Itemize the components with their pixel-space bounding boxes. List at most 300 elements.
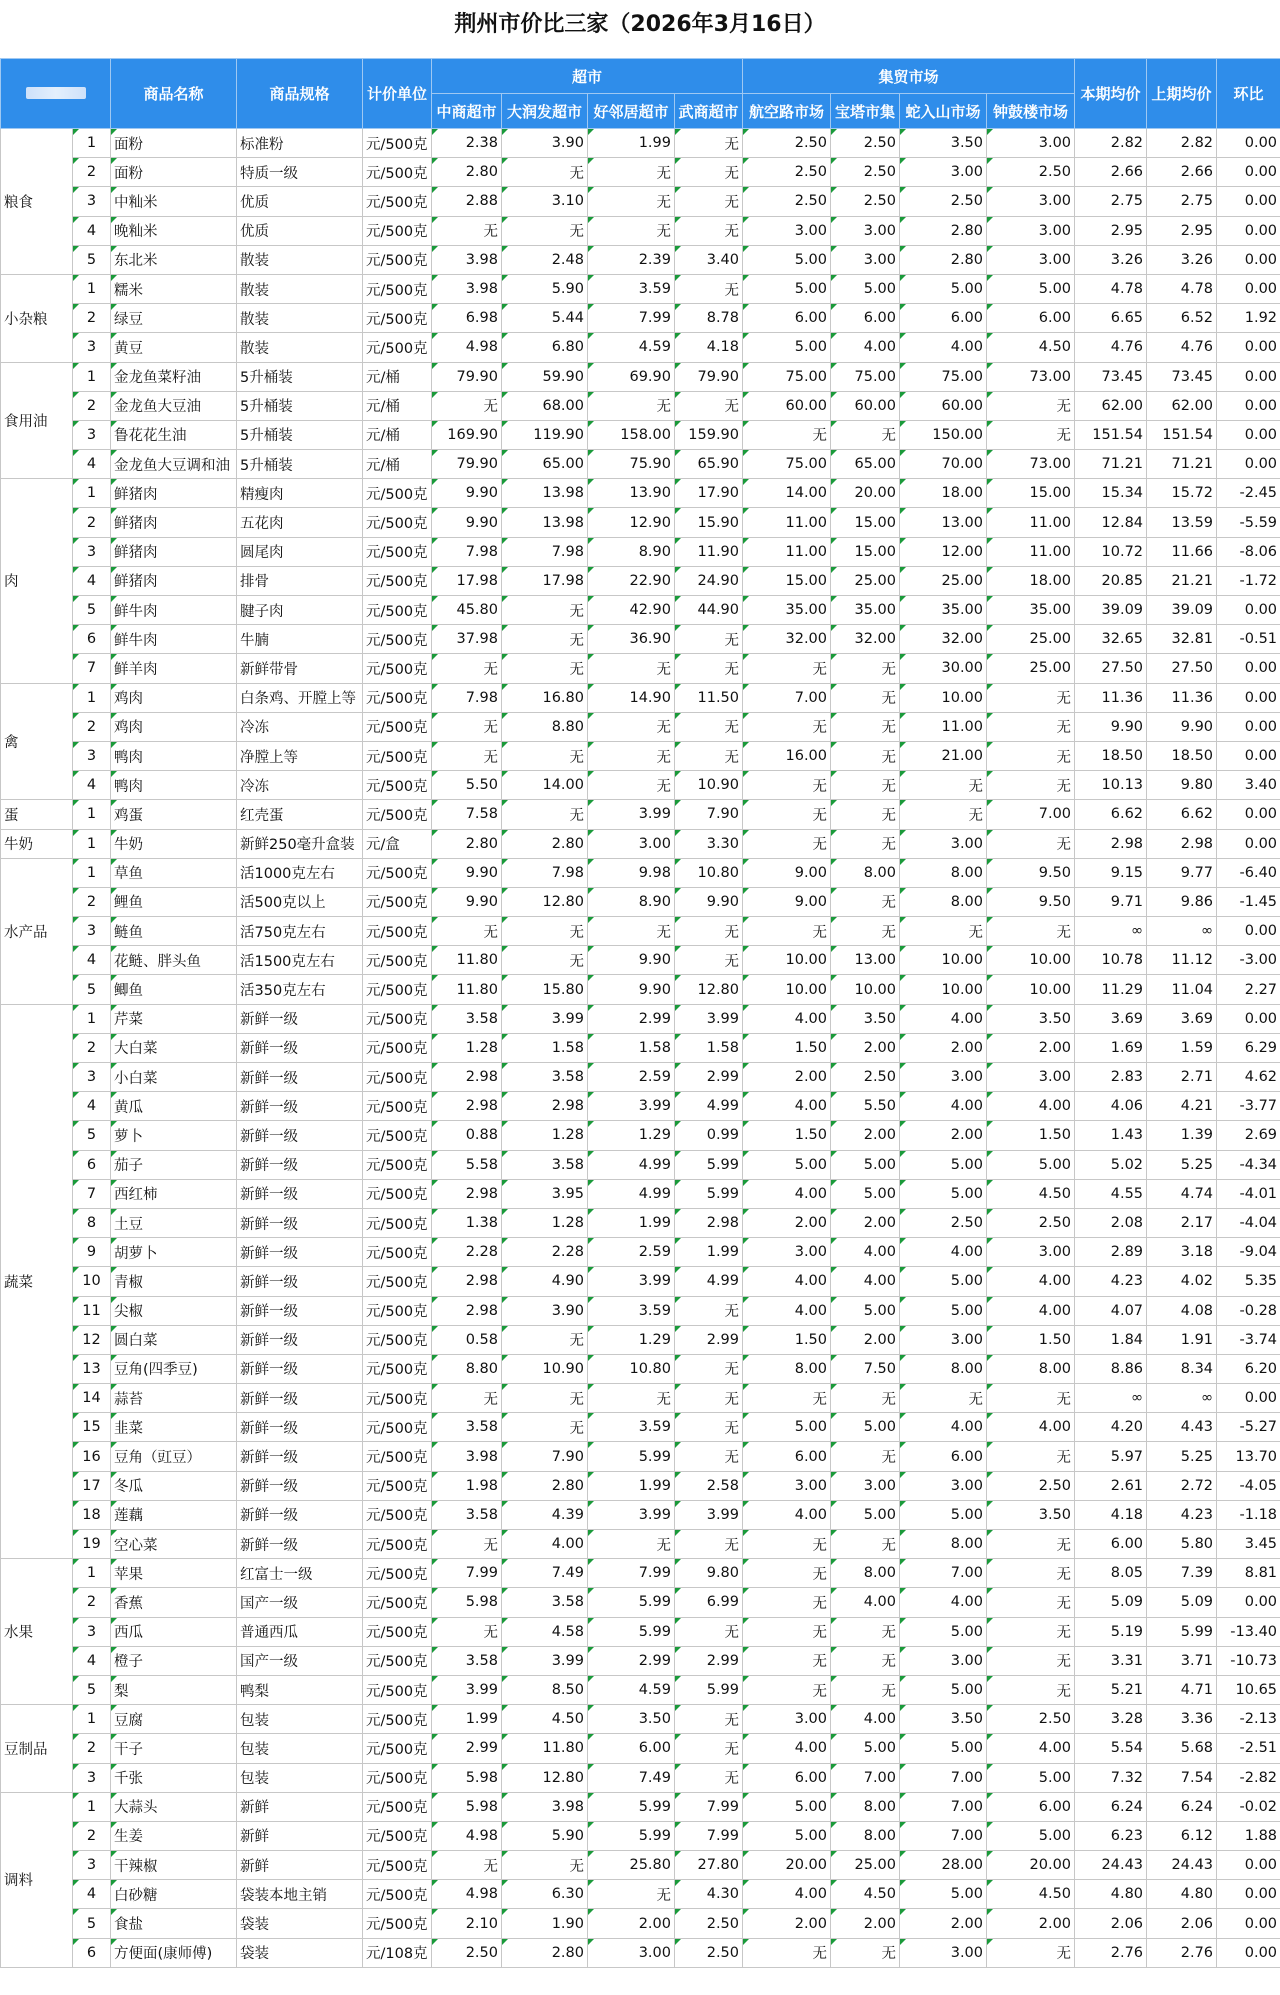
price-cell: 无 xyxy=(987,741,1075,770)
index-cell: 1 xyxy=(73,829,111,858)
spec-cell: 新鲜一级 xyxy=(237,1296,363,1325)
price-cell: 3.58 xyxy=(432,1646,502,1675)
price-cell: 5.00 xyxy=(831,1296,900,1325)
index-cell: 5 xyxy=(73,245,111,274)
price-cell: 无 xyxy=(743,654,831,683)
unit-cell: 元/500克 xyxy=(363,1384,432,1413)
price-cell: 7.98 xyxy=(432,683,502,712)
price-cell: 无 xyxy=(900,800,987,829)
price-cell: 3.00 xyxy=(588,829,675,858)
price-cell: 无 xyxy=(502,946,588,975)
unit-cell: 元/500克 xyxy=(363,129,432,158)
price-cell: 无 xyxy=(502,917,588,946)
price-cell: 3.99 xyxy=(502,1646,588,1675)
price-cell: 75.00 xyxy=(743,362,831,391)
price-cell: 无 xyxy=(900,771,987,800)
price-cell: 无 xyxy=(675,187,743,216)
price-cell: 无 xyxy=(675,1296,743,1325)
spec-cell: 排骨 xyxy=(237,566,363,595)
spec-cell: 圆尾肉 xyxy=(237,537,363,566)
price-cell: 无 xyxy=(432,654,502,683)
spec-cell: 5升桶装 xyxy=(237,450,363,479)
index-cell: 12 xyxy=(73,1325,111,1354)
price-cell: 5.00 xyxy=(900,1500,987,1529)
price-cell: 3.00 xyxy=(743,1705,831,1734)
index-cell: 1 xyxy=(73,1004,111,1033)
unit-cell: 元/桶 xyxy=(363,391,432,420)
price-cell: 11.80 xyxy=(432,975,502,1004)
product-name-cell: 生姜 xyxy=(111,1821,237,1850)
price-cell: 无 xyxy=(831,1646,900,1675)
price-cell: 无 xyxy=(675,274,743,303)
ratio-cell: 0.00 xyxy=(1217,187,1280,216)
price-cell: 2.50 xyxy=(743,158,831,187)
price-cell: 5.00 xyxy=(900,274,987,303)
price-cell: 无 xyxy=(432,1851,502,1880)
spec-cell: 散装 xyxy=(237,304,363,333)
price-cell: 5.99 xyxy=(675,1179,743,1208)
current-avg-cell: 5.54 xyxy=(1075,1734,1147,1763)
price-cell: 无 xyxy=(675,216,743,245)
previous-avg-cell: ∞ xyxy=(1147,1384,1217,1413)
previous-avg-cell: 3.26 xyxy=(1147,245,1217,274)
price-cell: 5.99 xyxy=(675,1675,743,1704)
price-cell: 5.50 xyxy=(831,1092,900,1121)
price-cell: 11.90 xyxy=(675,537,743,566)
price-cell: 4.98 xyxy=(432,1821,502,1850)
product-name-cell: 土豆 xyxy=(111,1208,237,1237)
ratio-cell: -1.18 xyxy=(1217,1500,1280,1529)
category-cell: 水果 xyxy=(1,1559,73,1705)
price-cell: 2.99 xyxy=(432,1734,502,1763)
price-cell: 4.00 xyxy=(743,1179,831,1208)
spec-cell: 散装 xyxy=(237,333,363,362)
price-cell: 8.50 xyxy=(502,1675,588,1704)
spec-cell: 袋装 xyxy=(237,1938,363,1967)
index-cell: 2 xyxy=(73,1033,111,1062)
spec-cell: 新鲜一级 xyxy=(237,1121,363,1150)
price-cell: 1.99 xyxy=(588,1208,675,1237)
current-avg-cell: 4.23 xyxy=(1075,1267,1147,1296)
ratio-cell: 0.00 xyxy=(1217,1851,1280,1880)
price-cell: 4.00 xyxy=(743,1734,831,1763)
price-cell: 5.00 xyxy=(743,333,831,362)
spec-cell: 包装 xyxy=(237,1763,363,1792)
price-cell: 10.00 xyxy=(900,946,987,975)
current-avg-cell: 27.50 xyxy=(1075,654,1147,683)
table-row xyxy=(1,1675,1280,1704)
table-row xyxy=(1,362,1280,391)
price-cell: 无 xyxy=(831,1938,900,1967)
price-cell: 5.98 xyxy=(432,1792,502,1821)
current-avg-cell: 6.65 xyxy=(1075,304,1147,333)
price-cell: 3.00 xyxy=(831,216,900,245)
product-name-cell: 金龙鱼大豆油 xyxy=(111,391,237,420)
spec-cell: 新鲜一级 xyxy=(237,1033,363,1062)
price-cell: 2.98 xyxy=(432,1092,502,1121)
spec-cell: 袋装 xyxy=(237,1909,363,1938)
index-cell: 6 xyxy=(73,625,111,654)
price-cell: 13.98 xyxy=(502,479,588,508)
ratio-cell: -4.04 xyxy=(1217,1208,1280,1237)
price-cell: 9.90 xyxy=(432,858,502,887)
product-name-cell: 苹果 xyxy=(111,1559,237,1588)
price-cell: 2.50 xyxy=(987,1705,1075,1734)
price-cell: 3.58 xyxy=(432,1004,502,1033)
unit-cell: 元/500克 xyxy=(363,1559,432,1588)
spec-cell: 新鲜一级 xyxy=(237,1208,363,1237)
product-name-cell: 面粉 xyxy=(111,129,237,158)
price-cell: 2.00 xyxy=(831,1208,900,1237)
price-cell: 30.00 xyxy=(900,654,987,683)
current-avg-cell: 1.69 xyxy=(1075,1033,1147,1062)
price-cell: 6.00 xyxy=(900,1442,987,1471)
previous-avg-cell: 2.17 xyxy=(1147,1208,1217,1237)
price-cell: 4.90 xyxy=(502,1267,588,1296)
product-name-cell: 芹菜 xyxy=(111,1004,237,1033)
previous-avg-cell: 11.04 xyxy=(1147,975,1217,1004)
current-avg-cell: 3.31 xyxy=(1075,1646,1147,1675)
ratio-cell: 0.00 xyxy=(1217,420,1280,449)
ratio-cell: 0.00 xyxy=(1217,450,1280,479)
index-cell: 3 xyxy=(73,917,111,946)
product-name-cell: 中籼米 xyxy=(111,187,237,216)
price-cell: 无 xyxy=(588,1530,675,1559)
store-header: 好邻居超市 xyxy=(588,94,675,129)
index-cell: 1 xyxy=(73,1705,111,1734)
price-cell: 13.00 xyxy=(831,946,900,975)
spec-cell: 5升桶装 xyxy=(237,362,363,391)
table-header xyxy=(1,59,1280,129)
price-cell: 2.50 xyxy=(987,1471,1075,1500)
table-row xyxy=(1,1559,1280,1588)
ratio-cell: -3.74 xyxy=(1217,1325,1280,1354)
unit-cell: 元/500克 xyxy=(363,1442,432,1471)
price-cell: 18.00 xyxy=(900,479,987,508)
price-cell: 4.00 xyxy=(831,333,900,362)
unit-cell: 元/500克 xyxy=(363,537,432,566)
current-avg-cell: 9.71 xyxy=(1075,887,1147,916)
table-row xyxy=(1,420,1280,449)
price-cell: 8.90 xyxy=(588,887,675,916)
price-cell: 无 xyxy=(432,712,502,741)
price-cell: 73.00 xyxy=(987,362,1075,391)
price-cell: 4.30 xyxy=(675,1880,743,1909)
previous-avg-cell: 4.78 xyxy=(1147,274,1217,303)
previous-avg-cell: 151.54 xyxy=(1147,420,1217,449)
price-cell: 1.50 xyxy=(743,1121,831,1150)
price-cell: 9.90 xyxy=(432,887,502,916)
price-cell: 无 xyxy=(831,1384,900,1413)
spec-cell: 5升桶装 xyxy=(237,420,363,449)
table-row xyxy=(1,333,1280,362)
current-avg-cell: 6.23 xyxy=(1075,1821,1147,1850)
spec-cell: 新鲜一级 xyxy=(237,1004,363,1033)
spec-cell: 冷冻 xyxy=(237,771,363,800)
product-name-cell: 鲢鱼 xyxy=(111,917,237,946)
current-avg-cell: 2.08 xyxy=(1075,1208,1147,1237)
previous-avg-cell: 32.81 xyxy=(1147,625,1217,654)
price-cell: 4.50 xyxy=(987,1179,1075,1208)
price-cell: 无 xyxy=(588,391,675,420)
price-cell: 无 xyxy=(743,1938,831,1967)
price-cell: 无 xyxy=(502,741,588,770)
product-name-cell: 鲜牛肉 xyxy=(111,596,237,625)
price-cell: 13.00 xyxy=(900,508,987,537)
price-cell: 5.00 xyxy=(831,1500,900,1529)
price-cell: 4.59 xyxy=(588,1675,675,1704)
price-cell: 6.00 xyxy=(743,304,831,333)
spec-cell: 新鲜一级 xyxy=(237,1500,363,1529)
product-name-cell: 鸭肉 xyxy=(111,741,237,770)
table-row xyxy=(1,479,1280,508)
table-row xyxy=(1,1354,1280,1383)
previous-avg-cell: 2.76 xyxy=(1147,1938,1217,1967)
table-row xyxy=(1,274,1280,303)
price-cell: 无 xyxy=(675,1763,743,1792)
index-cell: 3 xyxy=(73,741,111,770)
spec-cell: 新鲜 xyxy=(237,1851,363,1880)
store-header: 中商超市 xyxy=(432,94,502,129)
price-cell: 2.80 xyxy=(900,245,987,274)
price-cell: 10.00 xyxy=(987,975,1075,1004)
ratio-cell: 0.00 xyxy=(1217,917,1280,946)
index-cell: 3 xyxy=(73,1763,111,1792)
product-name-cell: 千张 xyxy=(111,1763,237,1792)
price-cell: 无 xyxy=(831,1617,900,1646)
price-cell: 6.00 xyxy=(987,1792,1075,1821)
current-avg-cell: 5.21 xyxy=(1075,1675,1147,1704)
price-cell: 无 xyxy=(831,712,900,741)
spec-cell: 新鲜一级 xyxy=(237,1384,363,1413)
table-row xyxy=(1,1500,1280,1529)
price-cell: 无 xyxy=(743,1559,831,1588)
price-cell: 159.90 xyxy=(675,420,743,449)
price-cell: 0.88 xyxy=(432,1121,502,1150)
price-cell: 4.00 xyxy=(743,1296,831,1325)
price-cell: 3.98 xyxy=(502,1792,588,1821)
table-row xyxy=(1,1121,1280,1150)
previous-avg-cell: 18.50 xyxy=(1147,741,1217,770)
price-cell: 2.00 xyxy=(900,1909,987,1938)
price-cell: 4.00 xyxy=(900,1092,987,1121)
price-cell: 119.90 xyxy=(502,420,588,449)
price-cell: 无 xyxy=(831,1530,900,1559)
price-cell: 5.99 xyxy=(588,1792,675,1821)
previous-avg-cell: 4.43 xyxy=(1147,1413,1217,1442)
unit-cell: 元/500克 xyxy=(363,158,432,187)
price-cell: 5.99 xyxy=(675,1150,743,1179)
table-row xyxy=(1,1238,1280,1267)
current-avg-cell: 73.45 xyxy=(1075,362,1147,391)
price-cell: 5.00 xyxy=(831,1150,900,1179)
index-cell: 2 xyxy=(73,1734,111,1763)
ratio-cell: 0.00 xyxy=(1217,712,1280,741)
price-cell: 3.00 xyxy=(900,1938,987,1967)
price-cell: 2.98 xyxy=(432,1267,502,1296)
price-cell: 7.98 xyxy=(502,537,588,566)
price-cell: 无 xyxy=(987,1675,1075,1704)
ratio-cell: 1.88 xyxy=(1217,1821,1280,1850)
table-row xyxy=(1,1325,1280,1354)
table-row xyxy=(1,450,1280,479)
spec-cell: 活500克以上 xyxy=(237,887,363,916)
price-cell: 8.00 xyxy=(987,1354,1075,1383)
unit-cell: 元/500克 xyxy=(363,333,432,362)
index-cell: 1 xyxy=(73,800,111,829)
previous-avg-cell: 9.90 xyxy=(1147,712,1217,741)
ratio-cell: 0.00 xyxy=(1217,1938,1280,1967)
table-row xyxy=(1,245,1280,274)
price-cell: 3.50 xyxy=(900,129,987,158)
col-previous-avg-header: 上期均价 xyxy=(1147,59,1217,129)
price-cell: 7.90 xyxy=(675,800,743,829)
ratio-cell: -6.40 xyxy=(1217,858,1280,887)
price-cell: 无 xyxy=(432,1617,502,1646)
price-cell: 2.00 xyxy=(900,1033,987,1062)
price-cell: 4.98 xyxy=(432,1880,502,1909)
product-name-cell: 东北米 xyxy=(111,245,237,274)
price-cell: 无 xyxy=(675,625,743,654)
price-cell: 无 xyxy=(502,158,588,187)
spec-cell: 新鲜一级 xyxy=(237,1530,363,1559)
price-cell: 6.00 xyxy=(900,304,987,333)
price-cell: 25.00 xyxy=(831,1851,900,1880)
ratio-cell: -5.59 xyxy=(1217,508,1280,537)
table-row xyxy=(1,1909,1280,1938)
unit-cell: 元/500克 xyxy=(363,596,432,625)
current-avg-cell: 39.09 xyxy=(1075,596,1147,625)
price-cell: 32.00 xyxy=(900,625,987,654)
unit-cell: 元/500克 xyxy=(363,1033,432,1062)
product-name-cell: 尖椒 xyxy=(111,1296,237,1325)
col-current-avg-header: 本期均价 xyxy=(1075,59,1147,129)
unit-cell: 元/500克 xyxy=(363,1646,432,1675)
index-cell: 6 xyxy=(73,1150,111,1179)
table-row xyxy=(1,1004,1280,1033)
price-cell: 10.00 xyxy=(743,946,831,975)
index-cell: 16 xyxy=(73,1442,111,1471)
price-cell: 2.58 xyxy=(675,1471,743,1500)
price-cell: 79.90 xyxy=(432,450,502,479)
price-cell: 2.98 xyxy=(675,1208,743,1237)
current-avg-cell: 10.13 xyxy=(1075,771,1147,800)
price-cell: 15.90 xyxy=(675,508,743,537)
price-cell: 8.00 xyxy=(900,858,987,887)
current-avg-cell: 6.24 xyxy=(1075,1792,1147,1821)
unit-cell: 元/500克 xyxy=(363,216,432,245)
ratio-cell: -3.77 xyxy=(1217,1092,1280,1121)
previous-avg-cell: 2.06 xyxy=(1147,1909,1217,1938)
ratio-cell: 0.00 xyxy=(1217,683,1280,712)
index-cell: 1 xyxy=(73,858,111,887)
price-cell: 2.00 xyxy=(743,1909,831,1938)
price-cell: 7.00 xyxy=(900,1792,987,1821)
price-cell: 11.00 xyxy=(987,508,1075,537)
ratio-cell: 0.00 xyxy=(1217,800,1280,829)
index-cell: 4 xyxy=(73,1646,111,1675)
unit-cell: 元/500克 xyxy=(363,887,432,916)
index-cell: 3 xyxy=(73,1851,111,1880)
ratio-cell: -0.51 xyxy=(1217,625,1280,654)
ratio-cell: 13.70 xyxy=(1217,1442,1280,1471)
col-ratio-header: 环比 xyxy=(1217,59,1280,129)
table-row xyxy=(1,1150,1280,1179)
price-cell: 12.80 xyxy=(502,887,588,916)
table-row xyxy=(1,800,1280,829)
price-cell: 150.00 xyxy=(900,420,987,449)
ratio-cell: 8.81 xyxy=(1217,1559,1280,1588)
table-row xyxy=(1,537,1280,566)
unit-cell: 元/500克 xyxy=(363,1004,432,1033)
price-cell: 无 xyxy=(675,1705,743,1734)
current-avg-cell: 4.78 xyxy=(1075,274,1147,303)
price-cell: 6.80 xyxy=(502,333,588,362)
price-cell: 5.00 xyxy=(743,1150,831,1179)
price-cell: 4.00 xyxy=(831,1588,900,1617)
price-cell: 35.00 xyxy=(900,596,987,625)
table-row xyxy=(1,887,1280,916)
previous-avg-cell: 24.43 xyxy=(1147,1851,1217,1880)
index-cell: 17 xyxy=(73,1471,111,1500)
unit-cell: 元/500克 xyxy=(363,479,432,508)
price-cell: 3.59 xyxy=(588,1413,675,1442)
price-cell: 7.99 xyxy=(432,1559,502,1588)
price-cell: 2.50 xyxy=(743,187,831,216)
price-cell: 9.90 xyxy=(432,479,502,508)
unit-cell: 元/500克 xyxy=(363,1851,432,1880)
ratio-cell: 1.92 xyxy=(1217,304,1280,333)
unit-cell: 元/500克 xyxy=(363,1471,432,1500)
product-name-cell: 茄子 xyxy=(111,1150,237,1179)
price-cell: 4.00 xyxy=(743,1500,831,1529)
index-cell: 4 xyxy=(73,1092,111,1121)
price-cell: 无 xyxy=(675,1530,743,1559)
spec-cell: 鸭梨 xyxy=(237,1675,363,1704)
price-cell: 11.80 xyxy=(502,1734,588,1763)
price-cell: 4.99 xyxy=(588,1179,675,1208)
table-row xyxy=(1,917,1280,946)
price-cell: 7.49 xyxy=(502,1559,588,1588)
price-cell: 42.90 xyxy=(588,596,675,625)
spec-cell: 新鲜 xyxy=(237,1792,363,1821)
price-cell: 1.99 xyxy=(588,1471,675,1500)
ratio-cell: 0.00 xyxy=(1217,1004,1280,1033)
price-cell: 7.98 xyxy=(502,858,588,887)
price-cell: 32.00 xyxy=(743,625,831,654)
ratio-cell: 0.00 xyxy=(1217,129,1280,158)
table-row xyxy=(1,1267,1280,1296)
price-cell: 9.00 xyxy=(743,858,831,887)
price-cell: 28.00 xyxy=(900,1851,987,1880)
product-name-cell: 豆腐 xyxy=(111,1705,237,1734)
product-name-cell: 干子 xyxy=(111,1734,237,1763)
price-cell: 10.90 xyxy=(502,1354,588,1383)
price-cell: 9.50 xyxy=(987,887,1075,916)
table-row xyxy=(1,596,1280,625)
table-row xyxy=(1,946,1280,975)
category-cell: 调料 xyxy=(1,1792,73,1967)
previous-avg-cell: 4.02 xyxy=(1147,1267,1217,1296)
price-cell: 3.00 xyxy=(987,216,1075,245)
price-cell: 70.00 xyxy=(900,450,987,479)
current-avg-cell: 24.43 xyxy=(1075,1851,1147,1880)
product-name-cell: 大蒜头 xyxy=(111,1792,237,1821)
previous-avg-cell: 2.82 xyxy=(1147,129,1217,158)
price-cell: 4.00 xyxy=(987,1296,1075,1325)
price-cell: 无 xyxy=(831,1675,900,1704)
price-cell: 15.00 xyxy=(987,479,1075,508)
